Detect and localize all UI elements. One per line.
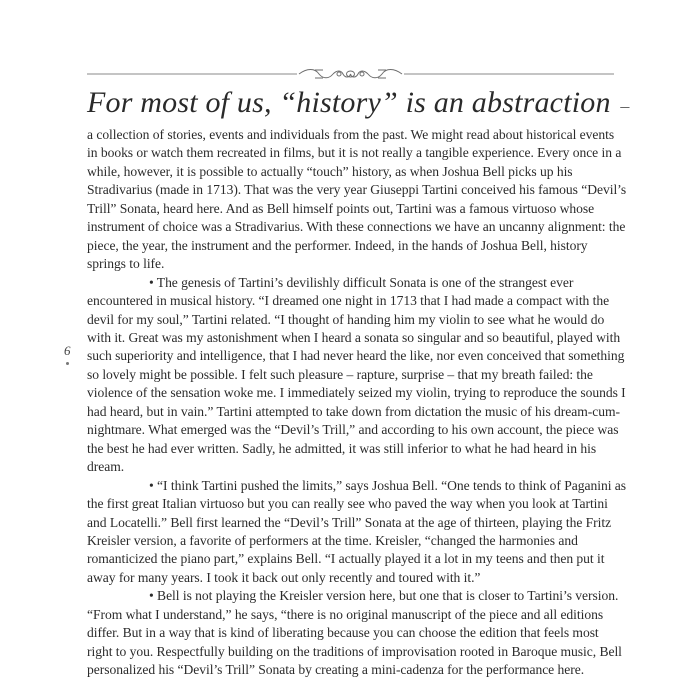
headline	[87, 88, 630, 118]
headline-text: For most of us, “history” is an abstraction	[87, 86, 611, 119]
paragraph-bell-quote: • “I think Tartini pushed the limits,” says Joshua Bell. “One tends to think of Paganini as the first great Italian virtuoso but you can really see who paved the way when you look at Tartini and Locatelli.” Bell first learned the “Devil’s Trill” Sonata at the age of thirteen, playing the Fritz Kreisler version, a favorite of performers at the time. Kreisler, “changed the harmonies and romanticized the piano part,” explains Bell. “I actually played it a lot in my teens and then put it away for many years. I took it back out only recently and toured with it.”	[87, 477, 626, 585]
page-number: 6	[64, 343, 71, 358]
headline-dash: –	[620, 96, 630, 116]
ornamental-divider	[87, 66, 614, 82]
paragraph-genesis: • The genesis of Tartini’s devilishly difficult Sonata is one of the strangest ever encountered in musical history. “I dreamed one night in 1713 that I had made a compact with the devil for my soul,” Tartini related. “I thought of handing him my violin to see what he would do with it. Great was my astonishment when I heard a sonata so singular and so beautiful, played with such superiority and intelligence, that I had never heard the like, nor even conceived that something so lovely might be possible. I felt such pleasure – rapture, surprise – that my breath failed: the violence of the sensation woke me. I immediately seized my violin, trying to reproduce the sounds I had heard, but in vain.” Tartini attempted to take down from dictation the music of his dream-cum-nightmare. What emerged was the “Devil’s Trill,” and according to his own account, the piece was the best he had ever written. Sadly, he admitted, it was still inferior to what he had heard in his dream.	[87, 274, 626, 475]
ornament-flourish-icon	[87, 66, 614, 82]
page-number-dot	[66, 362, 69, 365]
article-body	[87, 126, 627, 680]
paragraph-kreisler-version: • Bell is not playing the Kreisler version here, but one that is closer to Tartini’s version. “From what I understand,” he says, “there is no original manuscript of the piece and all editions differ. But in a way that is kind of liberating because you can choose the edition that feels most right to you. Respectfully building on the traditions of improvisation rooted in Baroque music, Bell personalized his “Devil’s Trill” Sonata by creating a mini-cadenza for the performance here.	[87, 588, 622, 678]
paragraph-intro: a collection of stories, events and individuals from the past. We might read about historical events in books or watch them recreated in films, but it is not really a tangible experience. Every once in a while, however, it is possible to actually “touch” history, as when Joshua Bell picks up his Stradivarius (made in 1713). That was the very year Giuseppi Tartini conceived his famous “Devil’s Trill” Sonata, heard here. And as Bell himself points out, Tartini was a famous virtuoso whose instrument of choice was a Stradivarius. With these connections we have an uncanny alignment: the piece, the year, the instrument and the performer. Indeed, in the hands of Joshua Bell, history springs to life.	[87, 127, 627, 272]
